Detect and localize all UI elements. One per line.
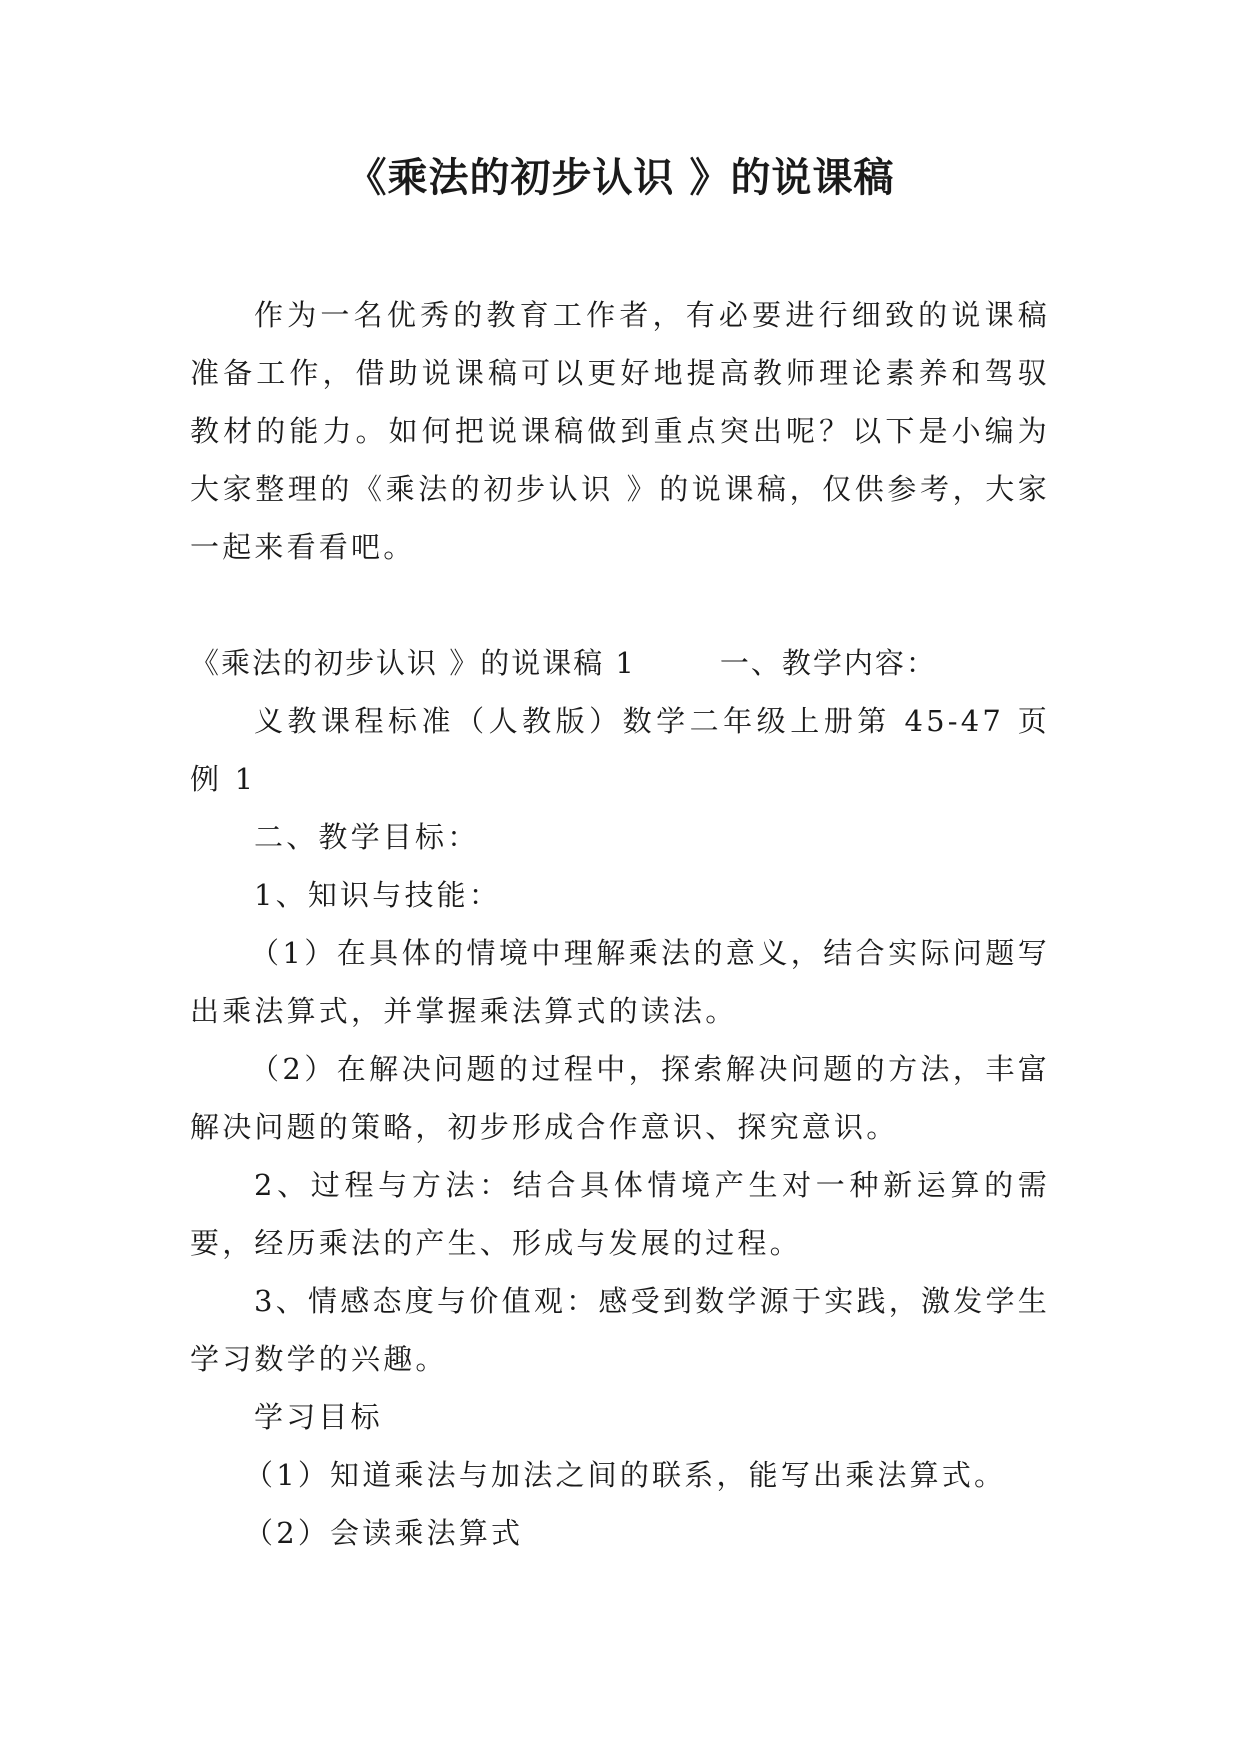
intro-paragraph: 作为一名优秀的教育工作者，有必要进行细致的说课稿准备工作，借助说课稿可以更好地提高教师理论素养和驾驭教材的能力。如何把说课稿做到重点突出呢？以下是小编为大家整理的《乘法的初步认识 》的说课稿，仅供参考，大家一起来看看吧。 <box>190 298 1050 564</box>
teaching-content-heading: 一、教学内容： <box>719 646 937 680</box>
study-goals-heading: 学习目标 <box>254 1400 383 1434</box>
document-title: 《乘法的初步认识 》的说课稿 <box>346 155 895 201</box>
section-heading <box>190 634 1050 692</box>
process-method-paragraph: 2、过程与方法：结合具体情境产生对一种新运算的需要，经历乘法的产生、形成与发展的过程。 <box>190 1168 1050 1260</box>
knowledge-item-1: （1）在具体的情境中理解乘法的意义，结合实际问题写出乘法算式，并掌握乘法算式的读法。 <box>190 936 1050 1028</box>
emotion-values-paragraph: 3、情感态度与价值观：感受到数学源于实践，激发学生学习数学的兴趣。 <box>190 1284 1050 1376</box>
knowledge-item-2: （2）在解决问题的过程中，探索解决问题的方法，丰富解决问题的策略，初步形成合作意识、探究意识。 <box>190 1052 1050 1144</box>
teaching-goals-heading: 二、教学目标： <box>254 820 480 854</box>
document-body <box>190 286 1050 1562</box>
study-goal-2: （2）会读乘法算式 <box>244 1516 524 1550</box>
paragraph-gap <box>190 576 1050 634</box>
study-goal-1: （1）知道乘法与加法之间的联系，能写出乘法算式。 <box>244 1458 1007 1492</box>
teaching-content-text: 义教课程标准（人教版）数学二年级上册第 45-47 页例 1 <box>190 704 1050 796</box>
knowledge-skills-heading: 1、知识与技能： <box>254 878 502 912</box>
section-title: 《乘法的初步认识 》的说课稿 1 <box>190 646 636 680</box>
